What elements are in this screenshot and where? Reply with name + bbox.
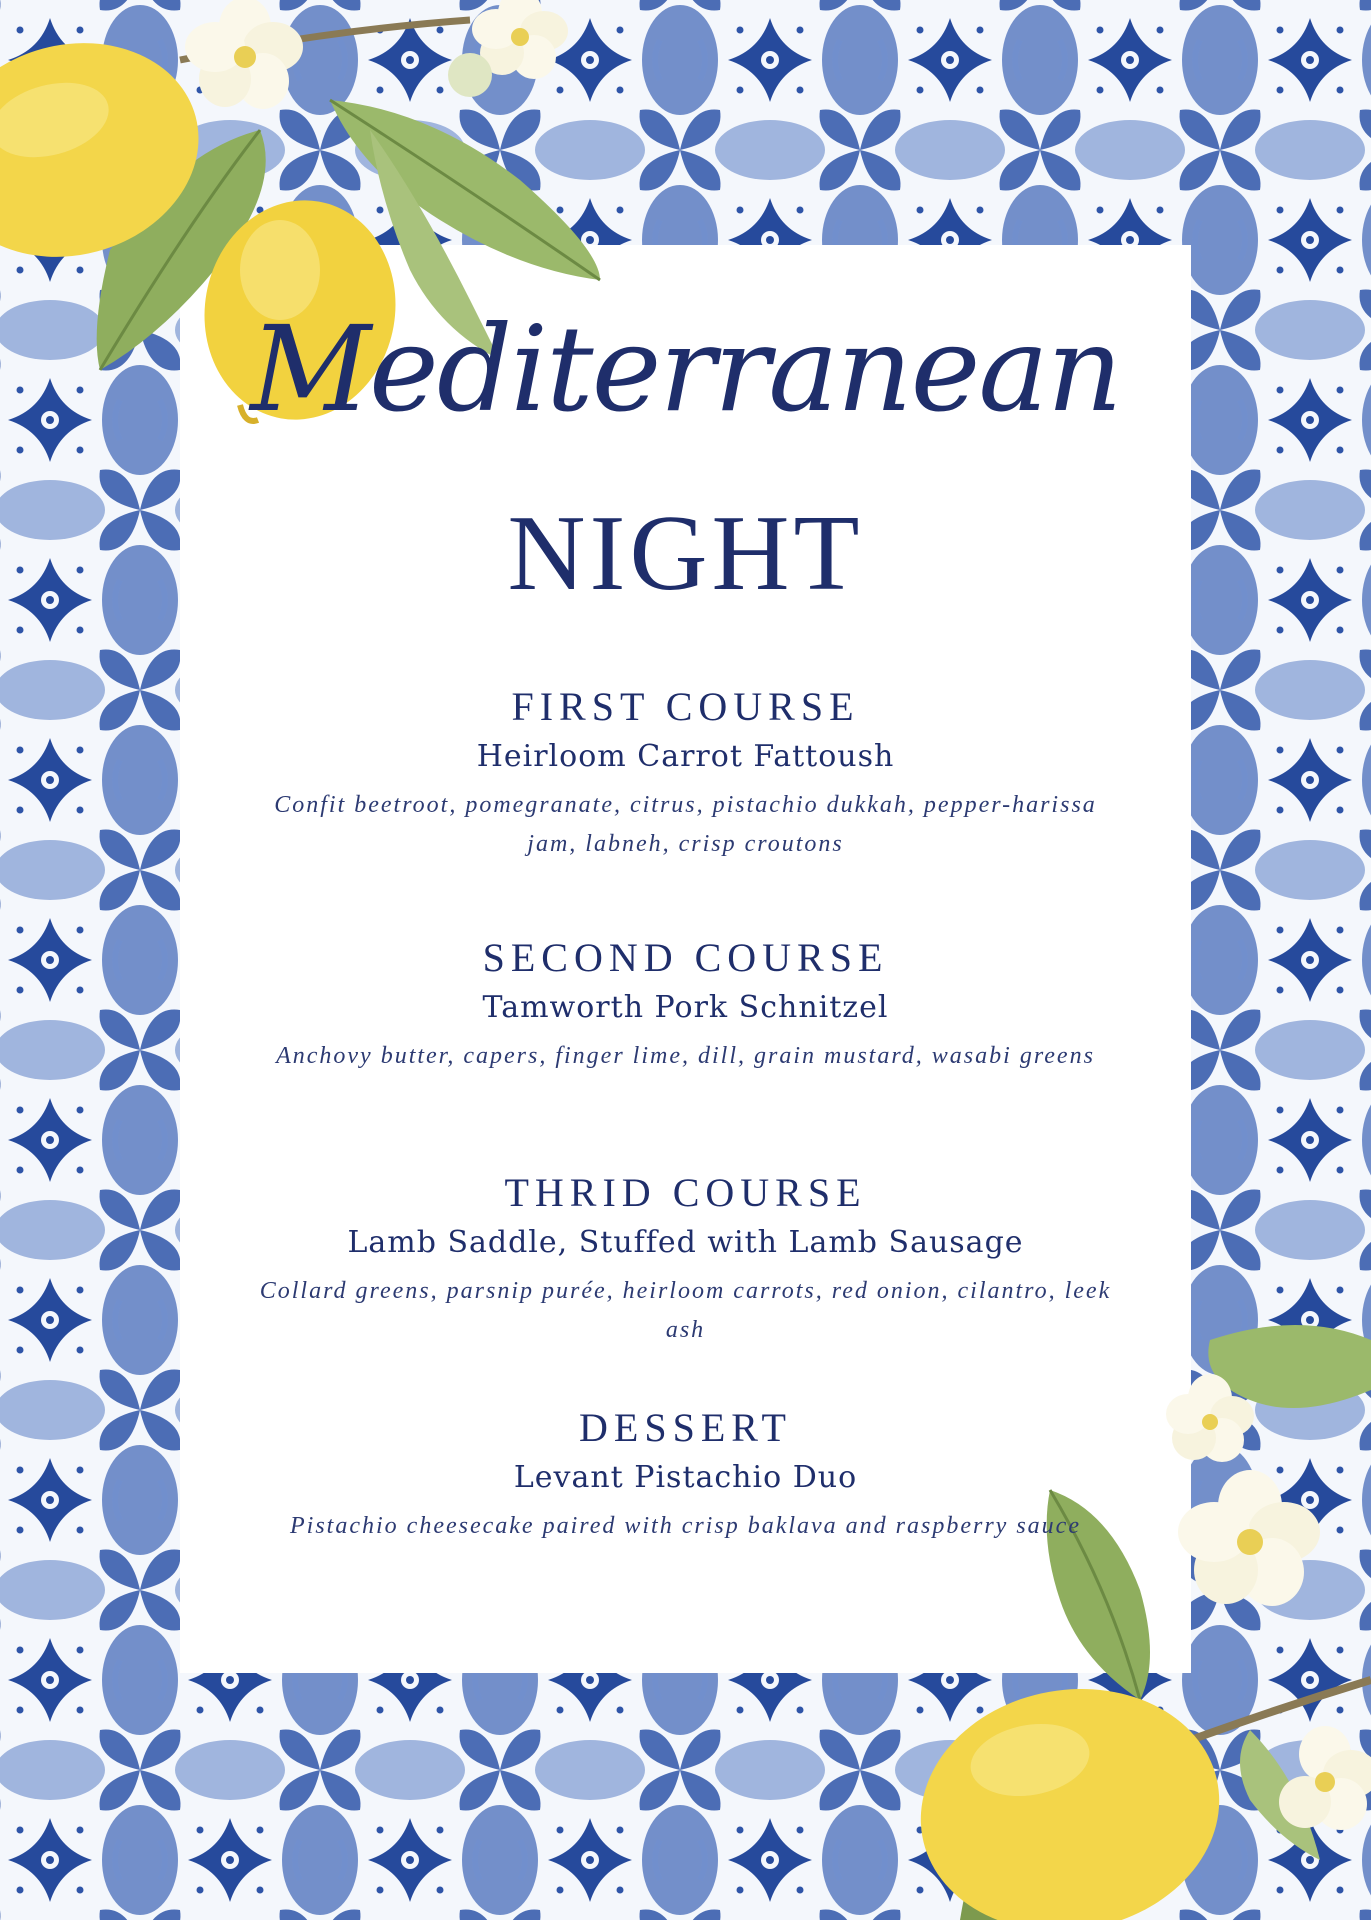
dish-name: Tamworth Pork Schnitzel	[482, 990, 889, 1025]
lemon-branch-bottom-right-illustration	[780, 1300, 1371, 1920]
dish-name: Levant Pistachio Duo	[513, 1460, 858, 1495]
dish-description: Anchovy butter, capers, finger lime, dill, grain mustard, wasabi greens	[276, 1043, 1095, 1069]
course-heading: FIRST COURSE	[511, 684, 860, 729]
dish-description: Pistachio cheesecake paired with crisp baklava and raspberry sauce	[290, 1513, 1081, 1539]
dish-description: Collard greens, parsnip purée, heirloom carrots, red onion, cilantro, leek ash	[259, 1278, 1112, 1343]
menu-title-main: NIGHT	[507, 494, 864, 613]
course-first	[250, 682, 1121, 864]
course-heading: THRID COURSE	[504, 1170, 867, 1215]
menu-title-script: Mediterranean	[250, 300, 1121, 438]
course-heading: DESSERT	[579, 1405, 792, 1450]
course-dessert	[250, 1403, 1121, 1546]
dish-description: Confit beetroot, pomegranate, citrus, pistachio dukkah, pepper-harissa jam, labneh, crisp croutons	[274, 792, 1097, 857]
course-third	[250, 1168, 1121, 1350]
dish-name: Heirloom Carrot Fattoush	[476, 739, 895, 774]
course-second	[250, 933, 1121, 1076]
course-heading: SECOND COURSE	[482, 935, 889, 980]
dish-name: Lamb Saddle, Stuffed with Lamb Sausage	[347, 1225, 1024, 1260]
